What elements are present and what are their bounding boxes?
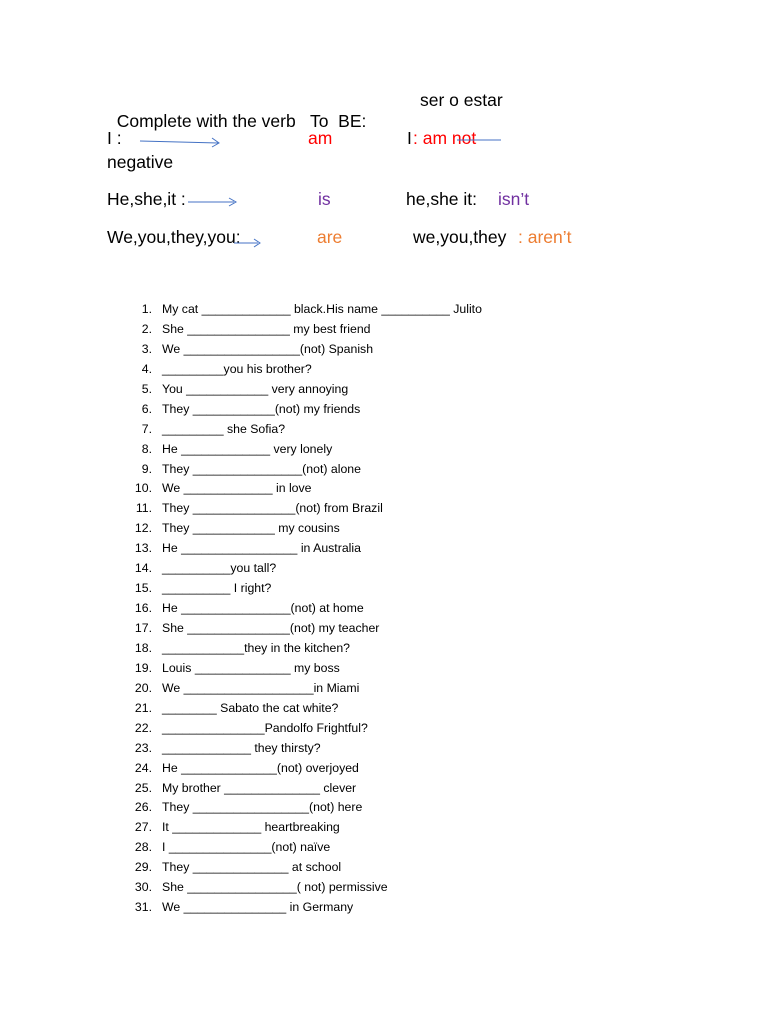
exercise-item [123, 440, 482, 460]
exercise-text: ____________they in the kitchen? [162, 640, 351, 655]
exercise-number: 15. [134, 581, 152, 596]
exercise-text: He ________________(not) at home [162, 601, 364, 616]
exercise-number: 16. [134, 601, 152, 616]
exercise-text: It _____________ heartbreaking [162, 820, 340, 835]
exercise-number: 22. [134, 720, 152, 735]
exercise-number: 27. [134, 820, 152, 835]
exercise-number: 4. [141, 361, 152, 376]
exercise-number: 20. [134, 680, 152, 695]
exercise-number: 6. [141, 401, 152, 416]
exercise-item [123, 739, 482, 759]
exercise-number: 11. [135, 501, 152, 516]
exercise-number: 30. [134, 880, 152, 895]
exercise-text: He _____________ very lonely [162, 441, 333, 456]
exercise-text: I _______________(not) naïve [162, 840, 331, 855]
exercise-item [123, 539, 482, 559]
exercise-item [123, 779, 482, 799]
exercise-item [123, 420, 482, 440]
exercise-text: He ______________(not) overjoyed [162, 760, 359, 775]
title-spanish: ser o estar [420, 90, 503, 110]
row1-neg-subject: I [407, 128, 412, 148]
exercise-item [123, 460, 482, 480]
exercise-number: 3. [141, 341, 152, 356]
exercise-text: _______________Pandolfo Frightful? [162, 720, 368, 735]
exercise-item [123, 818, 482, 838]
row1-subject: I : [107, 128, 122, 148]
exercise-item [123, 679, 482, 699]
exercise-item [123, 619, 482, 639]
title-instruction: Complete with the verb To BE: [116, 111, 367, 131]
exercise-number: 8. [141, 441, 152, 456]
exercise-item [123, 878, 482, 898]
row2-form: is [318, 189, 331, 209]
exercise-item [123, 360, 482, 380]
exercise-text: They ____________ my cousins [162, 521, 340, 536]
exercise-item [123, 838, 482, 858]
exercise-item [123, 579, 482, 599]
exercise-text: She _______________(not) my teacher [162, 621, 380, 635]
exercise-number: 5. [141, 381, 152, 396]
exercise-item [123, 858, 482, 878]
exercise-text: Louis ______________ my boss [162, 660, 340, 675]
exercise-number: 29. [134, 860, 152, 875]
exercise-number: 18. [134, 640, 152, 655]
exercise-text: She _______________ my best friend [162, 321, 371, 336]
exercise-number: 21. [134, 700, 152, 715]
exercise-text: My cat _____________ black.His name __________ Julito [162, 302, 482, 316]
exercise-number: 13. [134, 541, 152, 556]
exercise-number: 28. [134, 840, 152, 855]
exercise-item [123, 898, 482, 918]
exercise-item [123, 300, 482, 320]
row2-arrow-icon [186, 195, 246, 209]
worksheet-title [107, 90, 366, 132]
exercise-item [123, 400, 482, 420]
exercise-number: 12. [134, 521, 152, 536]
exercise-text: They ______________ at school [162, 860, 342, 875]
exercise-text: ________ Sabato the cat white? [162, 700, 339, 715]
row1-neg-form: : am not [413, 128, 477, 148]
exercise-number: 7. [141, 421, 152, 436]
row1-strike-line [457, 137, 507, 143]
exercise-text: They _________________(not) here [162, 800, 363, 815]
exercise-text: __________ I right? [162, 581, 272, 596]
exercise-item [123, 479, 482, 499]
exercise-text: My brother ______________ clever [162, 780, 357, 795]
exercise-item [123, 519, 482, 539]
exercise-number: 23. [134, 740, 152, 755]
exercise-number: 17. [134, 621, 152, 635]
exercise-text: She ________________( not) permissive [162, 880, 388, 895]
exercise-number: 2. [141, 321, 152, 336]
exercise-number: 1. [141, 302, 152, 316]
exercise-item [123, 699, 482, 719]
exercise-number: 31. [134, 900, 152, 915]
exercise-item [123, 380, 482, 400]
exercise-number: 10. [134, 481, 152, 496]
exercise-number: 19. [134, 660, 152, 675]
row2-neg-form: isn’t [498, 189, 530, 209]
exercise-item [123, 599, 482, 619]
exercise-item [123, 559, 482, 579]
exercise-item [123, 340, 482, 360]
exercise-text: They ____________(not) my friends [162, 401, 361, 416]
exercise-text: We _____________ in love [162, 481, 312, 496]
exercise-number: 26. [134, 800, 152, 815]
exercise-item [123, 798, 482, 818]
row3-neg-form: : aren’t [518, 227, 572, 247]
row3-arrow-icon [232, 236, 272, 250]
exercise-text: You ____________ very annoying [162, 381, 349, 396]
exercise-text: We _______________ in Germany [162, 900, 354, 915]
exercise-item [123, 759, 482, 779]
row2-neg-subject: he,she it: [406, 189, 478, 209]
row1-form: am [308, 128, 333, 148]
row3-form: are [317, 227, 343, 247]
exercise-text: _____________ they thirsty? [162, 740, 321, 755]
exercise-text: He _________________ in Australia [162, 541, 361, 556]
exercise-number: 25. [134, 780, 152, 795]
row2-subject: He,she,it : [107, 189, 186, 209]
row1-arrow-icon [138, 134, 228, 148]
exercise-item [123, 639, 482, 659]
row3-neg-subject: we,you,they [413, 227, 507, 247]
exercise-text: They ________________(not) alone [162, 461, 361, 476]
row1-wrap-text: negative [107, 152, 174, 172]
exercise-text: _________you his brother? [162, 361, 312, 376]
exercise-text: _________ she Sofia? [162, 421, 286, 436]
exercise-number: 9. [141, 461, 152, 476]
exercise-item [123, 719, 482, 739]
exercise-text: We _________________(not) Spanish [162, 341, 374, 356]
exercise-number: 24. [134, 760, 152, 775]
exercise-list [123, 300, 482, 918]
exercise-item [123, 320, 482, 340]
exercise-item [123, 659, 482, 679]
exercise-text: We ___________________in Miami [162, 680, 360, 695]
exercise-text: __________you tall? [162, 561, 277, 576]
exercise-text: They _______________(not) from Brazil [162, 501, 383, 516]
exercise-number: 14. [134, 561, 152, 576]
exercise-item [123, 499, 482, 519]
row3-subject: We,you,they,you: [107, 227, 241, 247]
